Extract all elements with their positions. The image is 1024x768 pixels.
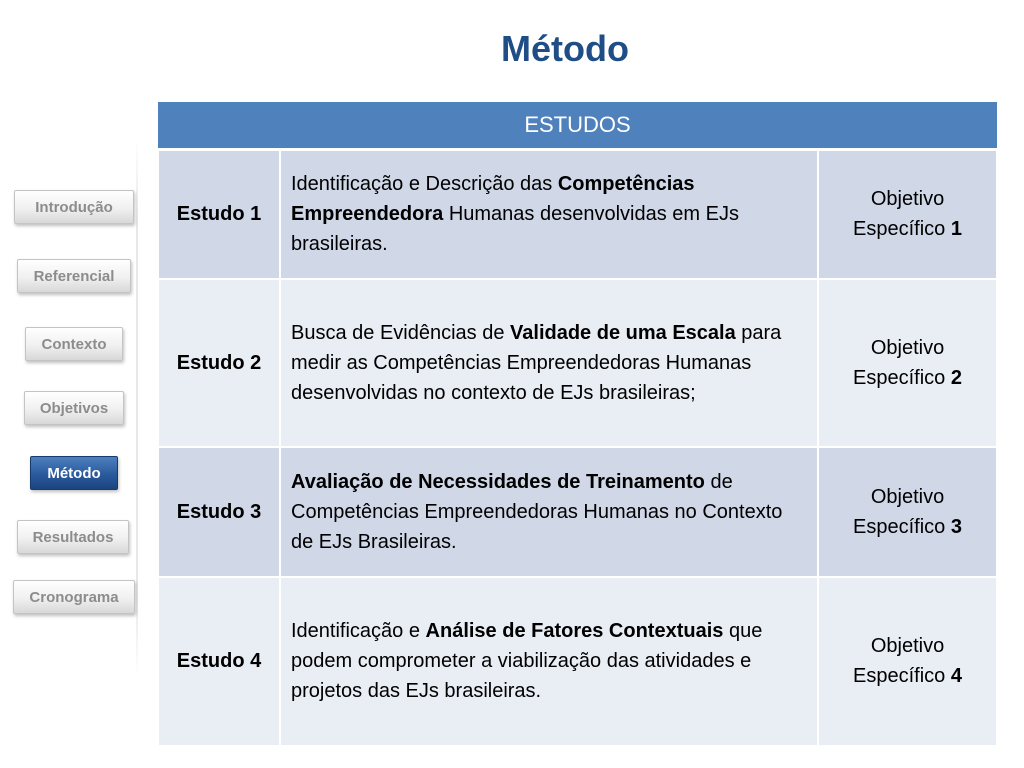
- objective-number: 1: [950, 218, 962, 241]
- objective-number: 2: [950, 366, 962, 389]
- objective-cell: [818, 150, 997, 279]
- desc-text: Busca de Evidências de: [291, 321, 511, 344]
- objective-label: Objetivo Específico: [853, 635, 951, 687]
- objective-label: Objetivo Específico: [853, 336, 951, 389]
- study-cell: Estudo 4: [158, 577, 280, 746]
- objective-cell: [818, 577, 997, 746]
- objective-cell: [818, 447, 997, 577]
- objective-cell: [818, 279, 997, 447]
- nav-divider: [136, 138, 138, 678]
- table-row: [158, 447, 997, 577]
- desc-text: que podem comprometer a viabilização das atividades e projetos das EJs brasileiras.: [291, 620, 763, 702]
- study-cell: Estudo 1: [158, 150, 280, 279]
- nav-button-introducao[interactable]: Introdução: [14, 190, 134, 224]
- desc-highlight: Análise de Fatores Contextuais: [425, 620, 724, 642]
- nav-button-contexto[interactable]: Contexto: [25, 327, 123, 361]
- study-cell: Estudo 3: [158, 447, 280, 577]
- desc-text: Identificação e: [291, 620, 426, 642]
- objective-label: Objetivo Específico: [853, 188, 951, 241]
- description-cell: [280, 279, 818, 447]
- table-row: [158, 279, 997, 447]
- description-cell: [280, 577, 818, 746]
- desc-highlight: Avaliação de Necessidades de Treinamento: [291, 470, 705, 493]
- desc-highlight: Competências Empreendedora: [291, 173, 695, 226]
- objective-number: 4: [950, 665, 962, 687]
- nav-button-referencial[interactable]: Referencial: [17, 259, 131, 293]
- table-row: [158, 577, 997, 746]
- sidebar-nav: [0, 0, 150, 768]
- nav-button-resultados[interactable]: Resultados: [17, 520, 129, 554]
- desc-text: Identificação e Descrição das: [291, 173, 558, 196]
- nav-button-objetivos[interactable]: Objetivos: [24, 391, 124, 425]
- desc-text: Humanas desenvolvidas em EJs brasileiras.: [291, 203, 739, 256]
- objective-number: 3: [950, 515, 962, 538]
- description-cell: [280, 447, 818, 577]
- study-cell: Estudo 2: [158, 279, 280, 447]
- objective-label: Objetivo Específico: [853, 485, 951, 538]
- table-header-row: [158, 102, 997, 150]
- desc-text: para medir as Competências Empreendedoras Humanas desenvolvidas no contexto de EJs brasileiras;: [291, 321, 782, 404]
- page-title: Método: [501, 28, 629, 69]
- table-row: [158, 150, 997, 279]
- table-header: ESTUDOS: [158, 102, 997, 150]
- desc-text: de Competências Empreendedoras Humanas no Contexto de EJs Brasileiras.: [291, 470, 783, 553]
- desc-highlight: Validade de uma Escala: [510, 321, 736, 344]
- description-cell: [280, 150, 818, 279]
- nav-button-cronograma[interactable]: Cronograma: [13, 580, 135, 614]
- nav-button-metodo[interactable]: Método: [30, 456, 118, 490]
- studies-table: [157, 102, 998, 747]
